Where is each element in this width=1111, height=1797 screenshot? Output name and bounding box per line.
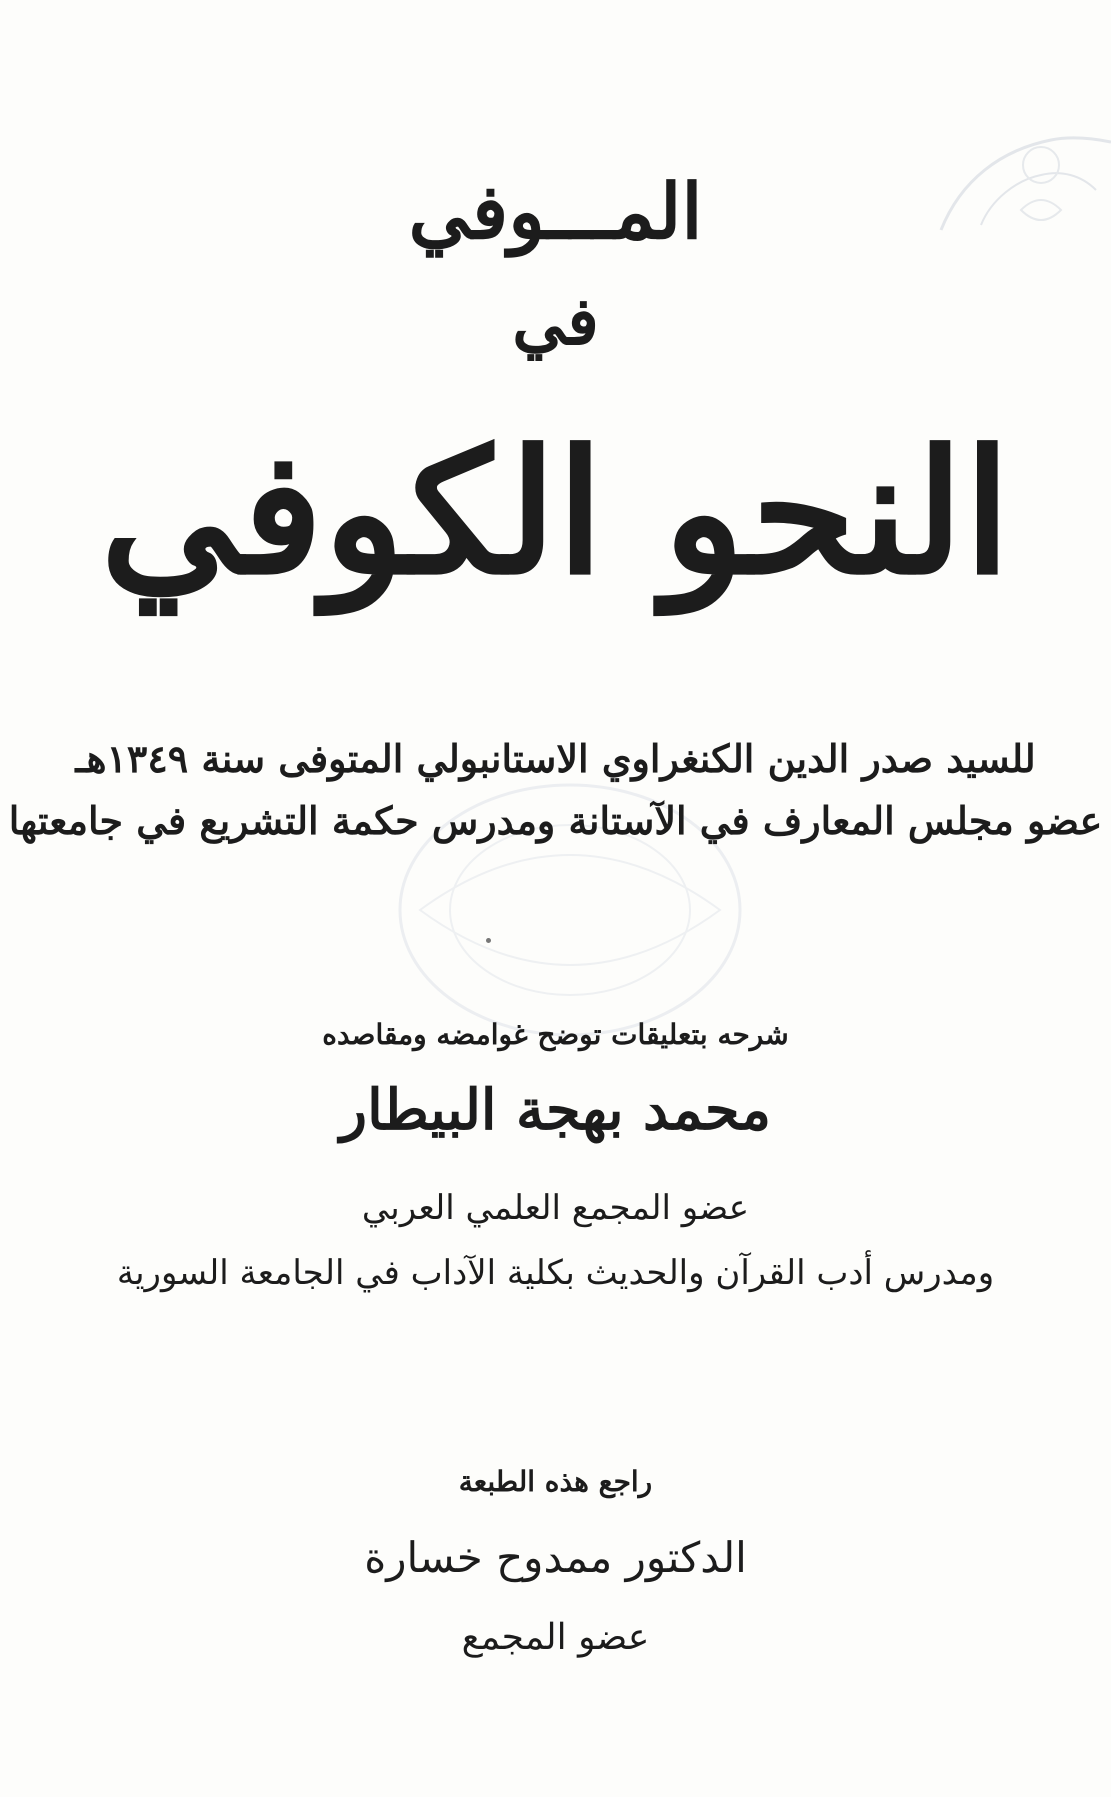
commentator-role-2: ومدرس أدب القرآن والحديث بكلية الآداب في الجامعة السورية: [116, 1253, 995, 1293]
author-line: للسيد صدر الدين الكنغراوي الاستانبولي المتوفى سنة ١٣٤٩هـ: [75, 736, 1036, 781]
commentary-intro: شرحه بتعليقات توضح غوامضه ومقاصده: [322, 1018, 789, 1051]
pre-title: المـــوفي: [408, 167, 703, 256]
commentator-role-1: عضو المجمع العلمي العربي: [361, 1188, 750, 1228]
commentator-name: محمد بهجة البيطار: [340, 1077, 771, 1143]
title-connector: في: [512, 282, 599, 360]
main-title: النحو الكوفي: [100, 413, 1011, 613]
reviewer-role: عضو المجمع: [461, 1617, 650, 1658]
review-intro: راجع هذه الطبعة: [458, 1465, 653, 1498]
stray-mark: [486, 938, 491, 943]
author-role: عضو مجلس المعارف في الآستانة ومدرس حكمة التشريع في جامعتها: [8, 798, 1103, 843]
reviewer-name: الدكتور ممدوح خسارة: [364, 1533, 747, 1582]
